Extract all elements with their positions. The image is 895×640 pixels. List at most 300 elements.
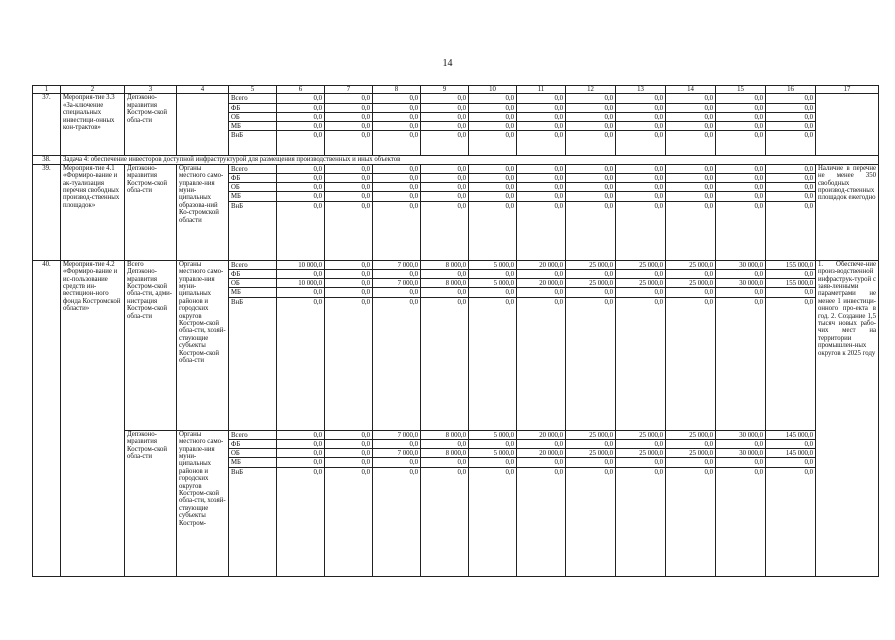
task-title: Задача 4: обеспечение инвесторов доступной инфраструктурой для размещения производственных и иных объектов — [61, 156, 879, 164]
value-col-14-line: 25 000,0 — [666, 279, 715, 288]
value-col-16-line: 0,0 — [766, 174, 815, 183]
value-col-8-line: 7 000,0 — [373, 449, 420, 458]
value-col-16 — [766, 94, 816, 156]
value-col-9-line: 0,0 — [421, 192, 468, 201]
value-col-9-line: 0,0 — [457, 298, 466, 306]
value-col-13-line: 0,0 — [616, 174, 665, 183]
value-col-7 — [325, 430, 373, 576]
value-col-9-line: 0,0 — [421, 288, 468, 297]
value-col-12-line: 0,0 — [566, 440, 615, 449]
value-col-7-line: 0,0 — [325, 192, 372, 201]
value-col-10-line: 0,0 — [469, 113, 516, 122]
header-cell: 17 — [816, 86, 879, 94]
value-col-12-line: 0,0 — [566, 192, 615, 201]
executor-cell: Депэконо-мразвития Костром-ской обла-сти — [125, 430, 177, 576]
row-number: 40. — [33, 260, 61, 576]
value-col-8 — [373, 260, 421, 430]
source-line: Всего — [229, 431, 276, 440]
value-col-6-line: 0,0 — [277, 288, 324, 297]
value-col-14-line: 0,0 — [666, 174, 715, 183]
value-col-9-line: 0,0 — [421, 165, 468, 174]
value-col-14-line: 0,0 — [666, 165, 715, 174]
value-col-11 — [517, 260, 566, 430]
value-col-15-line: 0,0 — [754, 202, 763, 210]
value-col-12 — [566, 94, 616, 156]
value-col-9 — [421, 430, 469, 576]
value-col-6-line: 0,0 — [277, 431, 324, 440]
value-col-16-line: 0,0 — [766, 165, 815, 174]
header-cell: 4 — [177, 86, 229, 94]
value-col-9-line: 0,0 — [421, 94, 468, 103]
value-col-12-line: 0,0 — [566, 122, 615, 131]
value-col-9-line: 0,0 — [421, 183, 468, 192]
value-col-9 — [421, 164, 469, 260]
source-line: ОБ — [229, 279, 276, 288]
value-col-6-line: 0,0 — [277, 122, 324, 131]
value-col-7-line: 0,0 — [361, 132, 370, 140]
value-col-12-line: 0,0 — [604, 298, 613, 306]
value-col-11-line: 0,0 — [517, 165, 565, 174]
value-col-10-line: 0,0 — [469, 288, 516, 297]
value-col-12 — [566, 260, 616, 430]
header-cell: 9 — [421, 86, 469, 94]
source-line: МБ — [229, 192, 276, 201]
value-col-10-line: 5 000,0 — [469, 431, 516, 440]
value-col-9-line: 0,0 — [421, 113, 468, 122]
value-col-6-line: 10 000,0 — [277, 279, 324, 288]
value-col-14-line: 25 000,0 — [666, 261, 715, 270]
value-col-13-line: 0,0 — [616, 440, 665, 449]
value-col-15-line: 0,0 — [716, 183, 765, 192]
value-col-8-line: 0,0 — [373, 122, 420, 131]
value-col-7-line: 0,0 — [325, 122, 372, 131]
executor-cell: Всего Депэконо-мразвития Костром-ской обла-сти, адми-нистрация Костром-ской обла-сти — [125, 260, 177, 430]
value-col-10 — [469, 94, 517, 156]
value-col-15 — [716, 164, 766, 260]
source-line: ОБ — [229, 183, 276, 192]
header-cell: 10 — [469, 86, 517, 94]
value-col-14-line: 0,0 — [666, 270, 715, 279]
value-col-15-line: 0,0 — [716, 174, 765, 183]
header-cell: 2 — [61, 86, 125, 94]
value-col-13-line: 0,0 — [616, 270, 665, 279]
value-col-10-line: 5 000,0 — [469, 279, 516, 288]
value-col-7-line: 0,0 — [361, 202, 370, 210]
value-col-12-line: 0,0 — [566, 165, 615, 174]
co-executor-cell: Органы местного само-управле-ния муни-ципальных образова-ний Ко-стромской области — [177, 164, 229, 260]
value-col-12-line: 0,0 — [566, 270, 615, 279]
value-col-15-line: 0,0 — [716, 165, 765, 174]
value-col-7 — [325, 260, 373, 430]
page-number: 14 — [442, 58, 453, 69]
value-col-13-line: 0,0 — [616, 122, 665, 131]
value-col-11 — [517, 94, 566, 156]
source-line: ОБ — [229, 449, 276, 458]
value-col-9-line: 8 000,0 — [421, 261, 468, 270]
value-col-12-line: 25 000,0 — [566, 261, 615, 270]
value-col-13-line: 0,0 — [616, 183, 665, 192]
value-col-8-line: 0,0 — [373, 458, 420, 467]
value-col-15-line: 0,0 — [716, 94, 765, 103]
executor-cell: Депэконо-мразвития Костром-ской обла-сти — [125, 94, 177, 156]
source-line: ФБ — [229, 104, 276, 113]
value-col-15-line: 0,0 — [716, 192, 765, 201]
value-col-10-line: 0,0 — [469, 458, 516, 467]
value-col-10-line: 0,0 — [505, 298, 514, 306]
value-col-9-line: 0,0 — [421, 122, 468, 131]
value-col-15-line: 0,0 — [716, 288, 765, 297]
value-col-16-line: 0,0 — [766, 288, 815, 297]
executor-cell: Депэконо-мразвития Костром-ской обла-сти — [125, 164, 177, 260]
value-col-10-line: 0,0 — [469, 270, 516, 279]
value-col-6-line: 10 000,0 — [277, 261, 324, 270]
value-col-8-line: 7 000,0 — [373, 261, 420, 270]
source-line: ВнБ — [231, 202, 244, 210]
value-col-7-line: 0,0 — [325, 261, 372, 270]
header-cell: 14 — [666, 86, 716, 94]
value-col-13-line: 25 000,0 — [616, 261, 665, 270]
value-col-15 — [716, 430, 766, 576]
value-col-8-line: 7 000,0 — [373, 279, 420, 288]
value-col-16-line: 145 000,0 — [766, 449, 815, 458]
value-col-6-line: 0,0 — [313, 132, 322, 140]
value-col-14-line: 0,0 — [666, 94, 715, 103]
value-col-10-line: 0,0 — [469, 183, 516, 192]
value-col-11-line: 0,0 — [517, 440, 565, 449]
value-col-13-line: 0,0 — [616, 288, 665, 297]
co-executor-cell: Органы местного само-управле-ния муни-ципальных районов и городских округов Костром-ской обла-сти, хозяй-ствующие субъекты Костром-ской обла-сти — [177, 260, 229, 430]
value-col-16-line: 0,0 — [766, 113, 815, 122]
value-col-11-line: 20 000,0 — [517, 449, 565, 458]
value-col-8-line: 7 000,0 — [373, 431, 420, 440]
value-col-8 — [373, 164, 421, 260]
value-col-12-line: 0,0 — [566, 288, 615, 297]
value-col-8 — [373, 94, 421, 156]
value-col-13-line: 0,0 — [654, 298, 663, 306]
budget-table — [32, 85, 879, 577]
measure-name: Мероприя-тие 3.3 «За-ключение специальных инвестици-онных кон-трактов» — [61, 94, 125, 156]
value-col-11-line: 0,0 — [554, 298, 563, 306]
header-cell: 12 — [566, 86, 616, 94]
value-col-11-line: 0,0 — [517, 183, 565, 192]
value-col-13-line: 25 000,0 — [616, 279, 665, 288]
value-col-6-line: 0,0 — [277, 192, 324, 201]
value-col-10-line: 0,0 — [469, 174, 516, 183]
source-line: ВнБ — [231, 132, 244, 140]
value-col-9-line: 0,0 — [421, 458, 468, 467]
value-col-12-line: 0,0 — [566, 94, 615, 103]
task-row — [33, 156, 879, 164]
value-col-7-line: 0,0 — [325, 165, 372, 174]
value-col-7-line: 0,0 — [325, 431, 372, 440]
value-col-8-line: 0,0 — [373, 165, 420, 174]
value-col-10-line: 5 000,0 — [469, 261, 516, 270]
source — [229, 94, 277, 156]
value-col-8-line: 0,0 — [373, 288, 420, 297]
value-col-16-line: 145 000,0 — [766, 431, 815, 440]
value-col-14-line: 0,0 — [704, 132, 713, 140]
value-col-10-line: 5 000,0 — [469, 449, 516, 458]
value-col-14-line: 25 000,0 — [666, 449, 715, 458]
value-col-15 — [716, 94, 766, 156]
value-col-6-line: 0,0 — [277, 113, 324, 122]
value-col-9-line: 0,0 — [457, 468, 466, 476]
co-executor-cell: Органы местного само-управле-ния муни-ципальных районов и городских округов Костром-ской обла-сти, хозяй-ствующие субъекты Костром- — [177, 430, 229, 576]
value-col-6-line: 0,0 — [277, 270, 324, 279]
measure-name: Мероприя-тие 4.2 «Формиро-вание и ис-пользование средств ин-вестицион-ного фонда Костромской области» — [61, 260, 125, 576]
value-col-14 — [666, 430, 716, 576]
value-col-7-line: 0,0 — [325, 113, 372, 122]
value-col-6-line: 0,0 — [277, 104, 324, 113]
value-col-10-line: 0,0 — [469, 94, 516, 103]
value-col-14-line: 0,0 — [666, 458, 715, 467]
value-col-15-line: 30 000,0 — [716, 431, 765, 440]
value-col-15-line: 0,0 — [754, 132, 763, 140]
value-col-16 — [766, 164, 816, 260]
value-col-13-line: 0,0 — [616, 104, 665, 113]
value-col-10-line: 0,0 — [469, 192, 516, 201]
result-cell: Наличие в перечне не менее 350 свободных производ-ственных площадок ежегодно — [816, 164, 879, 260]
value-col-8-line: 0,0 — [373, 94, 420, 103]
value-col-13-line: 0,0 — [616, 165, 665, 174]
source-line: ФБ — [229, 440, 276, 449]
value-col-14-line: 25 000,0 — [666, 431, 715, 440]
value-col-7-line: 0,0 — [325, 104, 372, 113]
value-col-13 — [616, 164, 666, 260]
value-col-15-line: 30 000,0 — [716, 449, 765, 458]
value-col-9-line: 0,0 — [421, 270, 468, 279]
value-col-8 — [373, 430, 421, 576]
value-col-13-line: 25 000,0 — [616, 449, 665, 458]
value-col-8-line: 0,0 — [373, 104, 420, 113]
value-col-16-line: 0,0 — [766, 192, 815, 201]
value-col-6-line: 0,0 — [277, 165, 324, 174]
table-row — [33, 164, 879, 260]
value-col-14-line: 0,0 — [666, 192, 715, 201]
header-cell: 7 — [325, 86, 373, 94]
value-col-10-line: 0,0 — [505, 132, 514, 140]
value-col-16-line: 0,0 — [766, 94, 815, 103]
value-col-10 — [469, 430, 517, 576]
header-cell: 3 — [125, 86, 177, 94]
value-col-7-line: 0,0 — [325, 174, 372, 183]
value-col-11-line: 0,0 — [554, 468, 563, 476]
value-col-6-line: 0,0 — [277, 449, 324, 458]
value-col-8-line: 0,0 — [409, 298, 418, 306]
value-col-16-line: 0,0 — [766, 122, 815, 131]
value-col-12-line: 0,0 — [566, 183, 615, 192]
table-row — [33, 260, 879, 430]
value-col-7-line: 0,0 — [325, 183, 372, 192]
value-col-11-line: 0,0 — [517, 122, 565, 131]
value-col-14-line: 0,0 — [666, 288, 715, 297]
value-col-12-line: 25 000,0 — [566, 449, 615, 458]
value-col-15-line: 0,0 — [716, 122, 765, 131]
value-col-14-line: 0,0 — [704, 468, 713, 476]
value-col-15 — [716, 260, 766, 430]
header-cell: 6 — [277, 86, 325, 94]
table-row — [33, 94, 879, 156]
value-col-12-line: 0,0 — [566, 113, 615, 122]
header-cell: 16 — [766, 86, 816, 94]
value-col-11-line: 0,0 — [517, 94, 565, 103]
value-col-16-line: 0,0 — [804, 298, 813, 306]
header-cell: 13 — [616, 86, 666, 94]
value-col-11-line: 0,0 — [517, 458, 565, 467]
source-line: Всего — [229, 94, 276, 103]
value-col-14-line: 0,0 — [704, 298, 713, 306]
value-col-12-line: 25 000,0 — [566, 431, 615, 440]
value-col-14 — [666, 164, 716, 260]
source-line: МБ — [229, 458, 276, 467]
header-row — [33, 86, 879, 94]
value-col-6-line: 0,0 — [277, 174, 324, 183]
source — [229, 430, 277, 576]
value-col-9-line: 0,0 — [421, 174, 468, 183]
value-col-12 — [566, 430, 616, 576]
value-col-12-line: 0,0 — [604, 468, 613, 476]
value-col-8-line: 0,0 — [373, 192, 420, 201]
value-col-11-line: 0,0 — [517, 174, 565, 183]
value-col-16-line: 0,0 — [766, 458, 815, 467]
value-col-9-line: 0,0 — [421, 440, 468, 449]
source-line: ФБ — [229, 174, 276, 183]
value-col-10 — [469, 164, 517, 260]
value-col-11-line: 20 000,0 — [517, 261, 565, 270]
value-col-12-line: 0,0 — [604, 202, 613, 210]
value-col-15-line: 0,0 — [716, 458, 765, 467]
value-col-13-line: 0,0 — [616, 113, 665, 122]
value-col-12-line: 0,0 — [566, 458, 615, 467]
value-col-10-line: 0,0 — [469, 440, 516, 449]
value-col-13-line: 25 000,0 — [616, 431, 665, 440]
value-col-11-line: 0,0 — [517, 288, 565, 297]
value-col-6-line: 0,0 — [277, 458, 324, 467]
value-col-16-line: 0,0 — [766, 183, 815, 192]
source-line: ОБ — [229, 113, 276, 122]
value-col-15-line: 0,0 — [754, 468, 763, 476]
value-col-13 — [616, 430, 666, 576]
value-col-9 — [421, 260, 469, 430]
value-col-6-line: 0,0 — [313, 298, 322, 306]
value-col-11-line: 0,0 — [554, 132, 563, 140]
value-col-15-line: 0,0 — [716, 270, 765, 279]
value-col-11 — [517, 164, 566, 260]
value-col-6 — [277, 260, 325, 430]
value-col-15-line: 0,0 — [754, 298, 763, 306]
value-col-16 — [766, 260, 816, 430]
row-number: 39. — [33, 164, 61, 260]
value-col-11-line: 0,0 — [517, 192, 565, 201]
value-col-11-line: 0,0 — [554, 202, 563, 210]
value-col-16-line: 0,0 — [766, 440, 815, 449]
value-col-6-line: 0,0 — [313, 202, 322, 210]
value-col-10-line: 0,0 — [469, 122, 516, 131]
value-col-13-line: 0,0 — [616, 94, 665, 103]
value-col-15-line: 0,0 — [716, 104, 765, 113]
value-col-9-line: 0,0 — [457, 132, 466, 140]
source-line: Всего — [229, 165, 276, 174]
value-col-9 — [421, 94, 469, 156]
value-col-16-line: 0,0 — [766, 104, 815, 113]
value-col-10-line: 0,0 — [505, 202, 514, 210]
value-col-13-line: 0,0 — [654, 202, 663, 210]
value-col-15-line: 30 000,0 — [716, 279, 765, 288]
source-line: Всего — [229, 261, 276, 270]
value-col-7-line: 0,0 — [325, 440, 372, 449]
table-row — [33, 430, 879, 576]
value-col-9-line: 8 000,0 — [421, 449, 468, 458]
value-col-13-line: 0,0 — [616, 458, 665, 467]
value-col-15-line: 0,0 — [716, 440, 765, 449]
value-col-6 — [277, 430, 325, 576]
value-col-7-line: 0,0 — [361, 468, 370, 476]
source-line: ФБ — [229, 270, 276, 279]
value-col-16-line: 155 000,0 — [766, 279, 815, 288]
value-col-16-line: 155 000,0 — [766, 261, 815, 270]
row-number: 38. — [33, 156, 61, 164]
measure-name: Мероприя-тие 4.1 «Формиро-вание и ак-туализация перечня свободных производ-ственных площадок» — [61, 164, 125, 260]
value-col-14 — [666, 260, 716, 430]
value-col-7-line: 0,0 — [325, 449, 372, 458]
value-col-14-line: 0,0 — [666, 104, 715, 113]
value-col-12-line: 25 000,0 — [566, 279, 615, 288]
source-line: ВнБ — [231, 468, 244, 476]
row-number: 37. — [33, 94, 61, 156]
value-col-12-line: 0,0 — [566, 174, 615, 183]
value-col-6-line: 0,0 — [277, 94, 324, 103]
value-col-8-line: 0,0 — [373, 440, 420, 449]
source-line: ВнБ — [231, 298, 244, 306]
source-line: МБ — [229, 122, 276, 131]
value-col-16-line: 0,0 — [804, 132, 813, 140]
value-col-7-line: 0,0 — [325, 270, 372, 279]
value-col-11 — [517, 430, 566, 576]
value-col-13-line: 0,0 — [654, 468, 663, 476]
value-col-9-line: 0,0 — [421, 104, 468, 113]
source — [229, 260, 277, 430]
source — [229, 164, 277, 260]
value-col-8-line: 0,0 — [373, 113, 420, 122]
value-col-7-line: 0,0 — [325, 279, 372, 288]
source-line: МБ — [229, 288, 276, 297]
value-col-7-line: 0,0 — [361, 298, 370, 306]
value-col-7 — [325, 94, 373, 156]
value-col-6 — [277, 164, 325, 260]
value-col-14-line: 0,0 — [704, 202, 713, 210]
result-cell — [816, 94, 879, 156]
value-col-10-line: 0,0 — [505, 468, 514, 476]
result-cell: 1. Обеспече-ние произ-водственной инфраструк-турой с заяв-ленными параметрами не менее 1 инвестици-онного про-екта в год. 2. Создание 1,5 тысяч новых рабо-чих мест на территории промышлен-ных округов к 2025 году — [816, 260, 879, 576]
value-col-14-line: 0,0 — [666, 113, 715, 122]
header-cell: 8 — [373, 86, 421, 94]
value-col-10-line: 0,0 — [469, 104, 516, 113]
header-cell: 1 — [33, 86, 61, 94]
value-col-6-line: 0,0 — [277, 440, 324, 449]
value-col-13 — [616, 94, 666, 156]
value-col-8-line: 0,0 — [373, 174, 420, 183]
value-col-11-line: 20 000,0 — [517, 279, 565, 288]
value-col-13-line: 0,0 — [654, 132, 663, 140]
value-col-12-line: 0,0 — [566, 104, 615, 113]
value-col-12 — [566, 164, 616, 260]
value-col-10 — [469, 260, 517, 430]
value-col-14-line: 0,0 — [666, 440, 715, 449]
value-col-14-line: 0,0 — [666, 122, 715, 131]
value-col-16-line: 0,0 — [804, 468, 813, 476]
value-col-11-line: 0,0 — [517, 113, 565, 122]
value-col-7-line: 0,0 — [325, 458, 372, 467]
